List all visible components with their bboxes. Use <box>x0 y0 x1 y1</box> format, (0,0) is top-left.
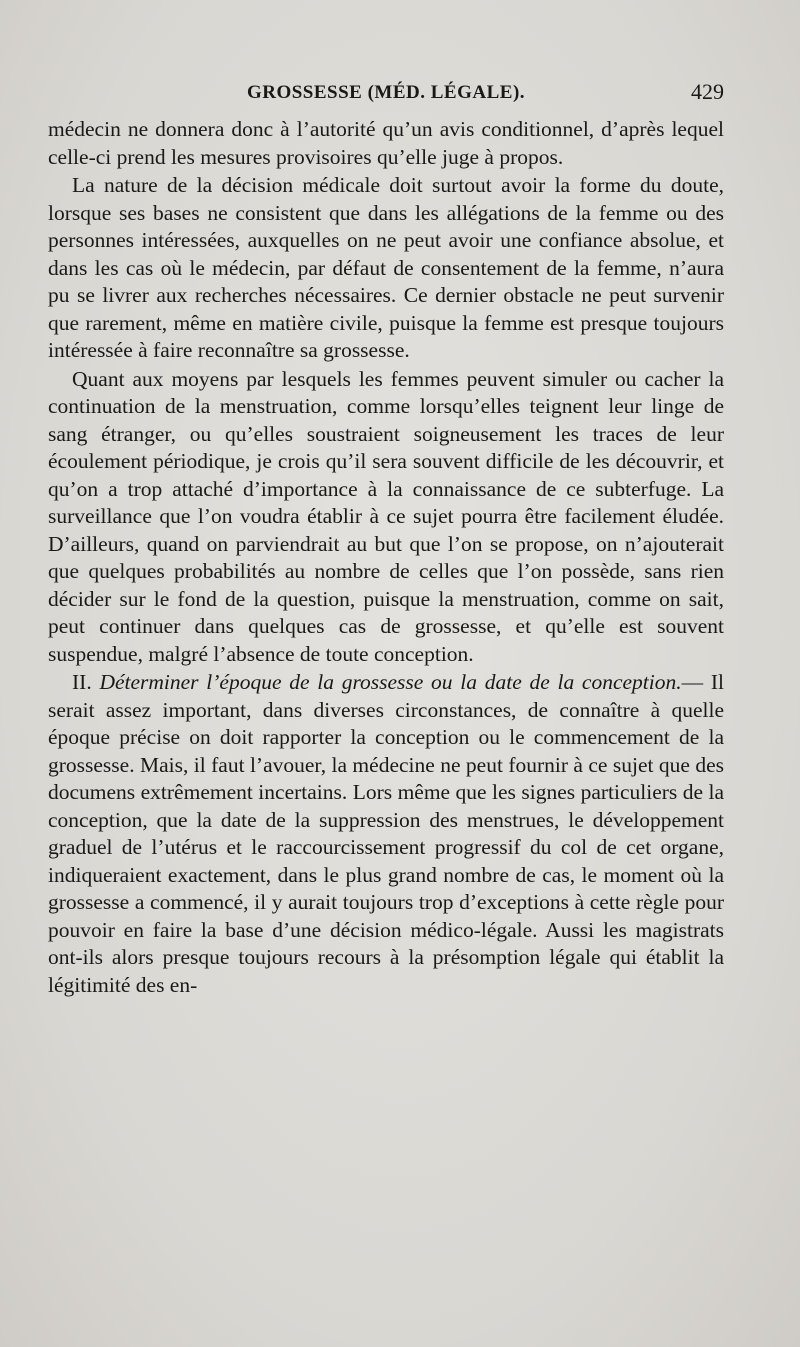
paragraph-4 <box>48 669 724 999</box>
paragraph-2: La nature de la décision médicale doit surtout avoir la forme du doute, lorsque ses bases ne consistent que dans les allégations de la femme ou des personnes intéressées, auxquelles on ne peut avoir une confiance absolue, et dans les cas où le médecin, par défaut de consentement de la femme, n’aura pu se livrer aux recherches nécessaires. Ce dernier obstacle ne peut survenir que rarement, même en matière civile, puisque la femme est presque toujours intéressée à faire reconnaître sa grossesse. <box>48 173 724 362</box>
section-heading: Déterminer l’époque de la grossesse ou la date de la conception. <box>99 670 682 694</box>
section-numeral: II. <box>72 670 92 694</box>
body-text <box>48 116 724 999</box>
paragraph-3: Quant aux moyens par lesquels les femmes peuvent simuler ou cacher la continuation de la menstruation, comme lorsqu’elles teignent leur linge de sang étranger, ou qu’elles soustraient soigneusement les traces de leur écoulement périodique, je crois qu’il sera souvent difficile de les découvrir, et qu’on a trop attaché d’importance à la connaissance de ce subterfuge. La surveillance que l’on voudra établir à ce sujet pourra être facilement éludée. D’ailleurs, quand on parviendrait au but que l’on se propose, on n’ajouterait que quelques probabilités au nombre de celles que l’on possède, sans rien décider sur le fond de la question, puisque la menstruation, comme on sait, peut continuer dans quelques cas de grossesse, et qu’elle est souvent suspendue, malgré l’absence de toute conception. <box>48 366 724 666</box>
page-number: 429 <box>691 79 724 104</box>
page-header <box>48 79 724 112</box>
section-text: — Il serait assez important, dans diverses circonstances, de connaître à quelle époque précise on doit rapporter la conception ou le commencement de la grossesse. Mais, il faut l’avouer, la médecine ne peut fournir à ce sujet que des documens extrêmement incertains. Lors même que les signes particuliers de la conception, que la date de la suppression des menstrues, le développement graduel de l’utérus et le raccourcissement progressif du col de cet organe, indiqueraient exactement, dans le plus grand nombre de cas, le moment où la grossesse a commencé, il y aurait toujours trop d’exceptions à cette règle pour pouvoir en faire la base d’une décision médico-légale. Aussi les magistrats ont-ils alors presque toujours recours à la présomption légale qui établit la légitimité des en- <box>48 670 725 997</box>
running-head: GROSSESSE (MÉD. LÉGALE). <box>246 82 526 103</box>
paragraph-1: médecin ne donnera donc à l’autorité qu’un avis conditionnel, d’après lequel celle-ci prend les mesures provisoires qu’elle juge à propos. <box>48 117 724 169</box>
